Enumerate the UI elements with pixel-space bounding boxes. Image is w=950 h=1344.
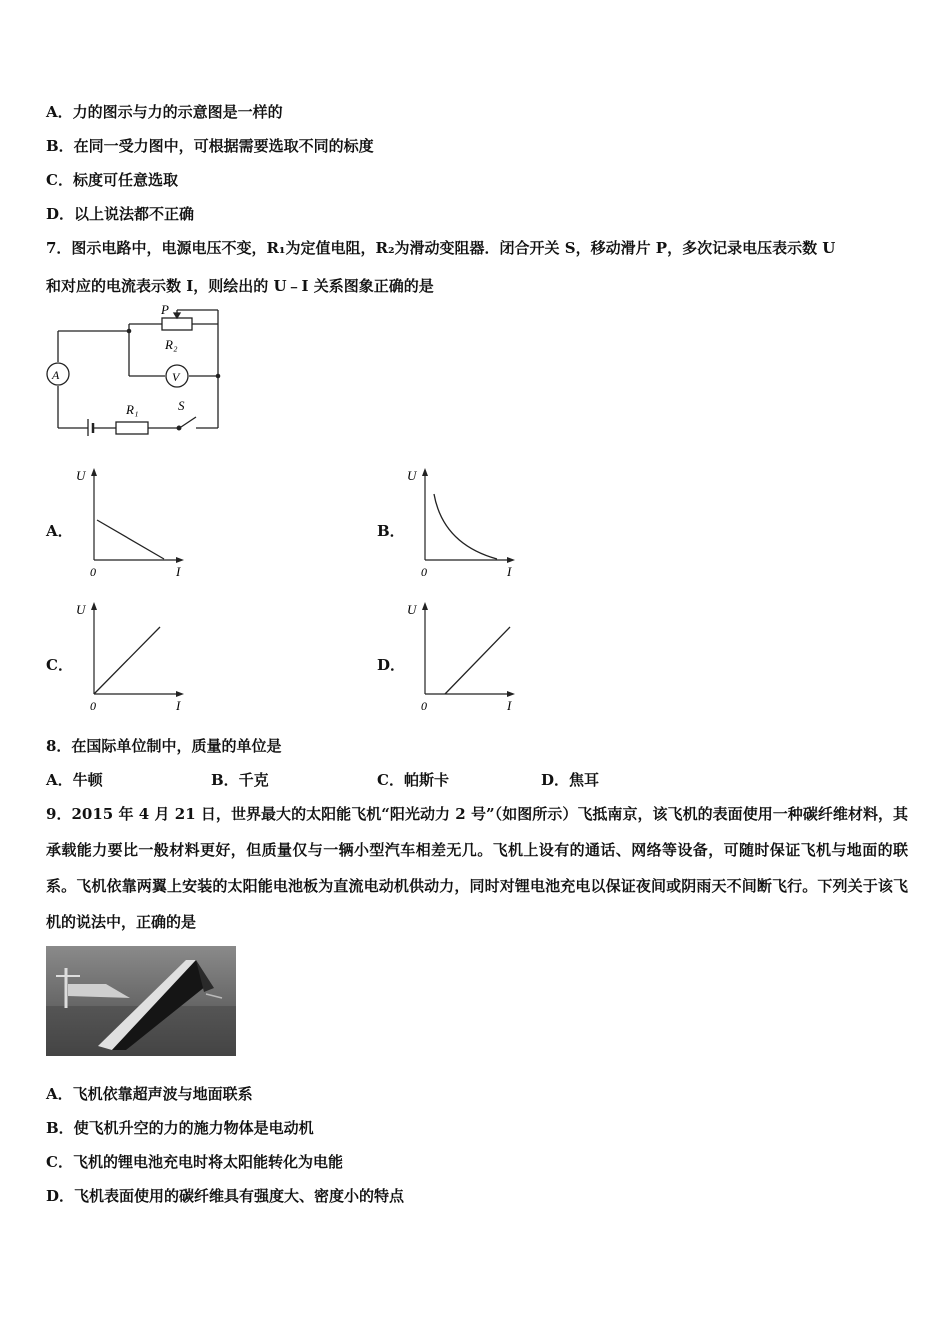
- svg-text:I: I: [507, 564, 512, 579]
- circuit-label-r1: R₁: [126, 402, 139, 417]
- q7-stem-line2: 和对应的电流表示数 I，则绘出的 U﹣I 关系图象正确的是: [46, 277, 434, 295]
- ammeter-label: A: [52, 368, 60, 382]
- q6-option-c: C．标度可任意选取: [46, 171, 178, 189]
- q9-stem: 9．2015 年 4 月 21 日，世界最大的太阳能飞机“阳光动力 2 号”（如图所示）飞抵南京，该飞机的表面使用一种碳纤维材料，其承载能力要比一般材料更好，但质量仅与一辆小型汽车相差无几。飞机上设有的通话、网络等设备，可随时保证飞机与地面的联系。飞机依靠两翼上安装的太阳能电池板为直流电动机供动力，同时对锂电池充电以保证夜间或阴雨天不间断飞行。下列关于该飞机的说法中，正确的是: [46, 805, 908, 931]
- q7-graph-c: [72, 596, 190, 714]
- q8-option-d: D．焦耳: [541, 771, 600, 789]
- svg-text:U: U: [407, 468, 417, 483]
- q7-circuit-diagram: [44, 302, 226, 436]
- q6-option-d: D．以上说法都不正确: [46, 205, 195, 223]
- q7-stem-line1: 7．图示电路中，电源电压不变，R₁为定值电阻，R₂为滑动变阻器．闭合开关 S，移动滑片 P，多次记录电压表示数 U: [46, 239, 836, 257]
- solar-plane-photo: [46, 946, 236, 1056]
- q8-option-a: A．牛顿: [46, 771, 103, 789]
- svg-text:I: I: [507, 698, 512, 713]
- q7-option-b-label: B．: [377, 522, 405, 540]
- circuit-label-s: S: [178, 398, 185, 413]
- q9-option-a: A．飞机依靠超声波与地面联系: [46, 1085, 253, 1103]
- q9-option-b: B．使飞机升空的力的施力物体是电动机: [46, 1119, 314, 1137]
- svg-text:I: I: [176, 698, 181, 713]
- q7-graph-d: [403, 596, 521, 714]
- svg-text:U: U: [76, 602, 86, 617]
- svg-text:0: 0: [90, 565, 96, 579]
- q7-graph-a: [72, 462, 190, 580]
- q6-option-a: A．力的图示与力的示意图是一样的: [46, 103, 283, 121]
- svg-text:0: 0: [90, 699, 96, 713]
- circuit-label-r2: R₂: [165, 337, 178, 352]
- q8-option-c: C．帕斯卡: [377, 771, 449, 789]
- q8-option-b: B．千克: [211, 771, 269, 789]
- svg-text:0: 0: [421, 565, 427, 579]
- svg-text:U: U: [407, 602, 417, 617]
- q7-graph-b: [403, 462, 521, 580]
- q7-option-d-label: D．: [377, 656, 406, 674]
- svg-text:I: I: [176, 564, 181, 579]
- q8-stem: 8．在国际单位制中，质量的单位是: [46, 737, 282, 755]
- voltmeter-label: V: [172, 370, 180, 384]
- svg-text:U: U: [76, 468, 86, 483]
- q7-option-c-label: C．: [46, 656, 73, 674]
- q6-option-b: B．在同一受力图中，可根据需要选取不同的标度: [46, 137, 374, 155]
- circuit-label-p: P: [161, 302, 169, 317]
- q9-option-c: C．飞机的锂电池充电时将太阳能转化为电能: [46, 1153, 343, 1171]
- q7-option-a-label: A．: [46, 522, 73, 540]
- svg-text:0: 0: [421, 699, 427, 713]
- q9-option-d: D．飞机表面使用的碳纤维具有强度大、密度小的特点: [46, 1187, 405, 1205]
